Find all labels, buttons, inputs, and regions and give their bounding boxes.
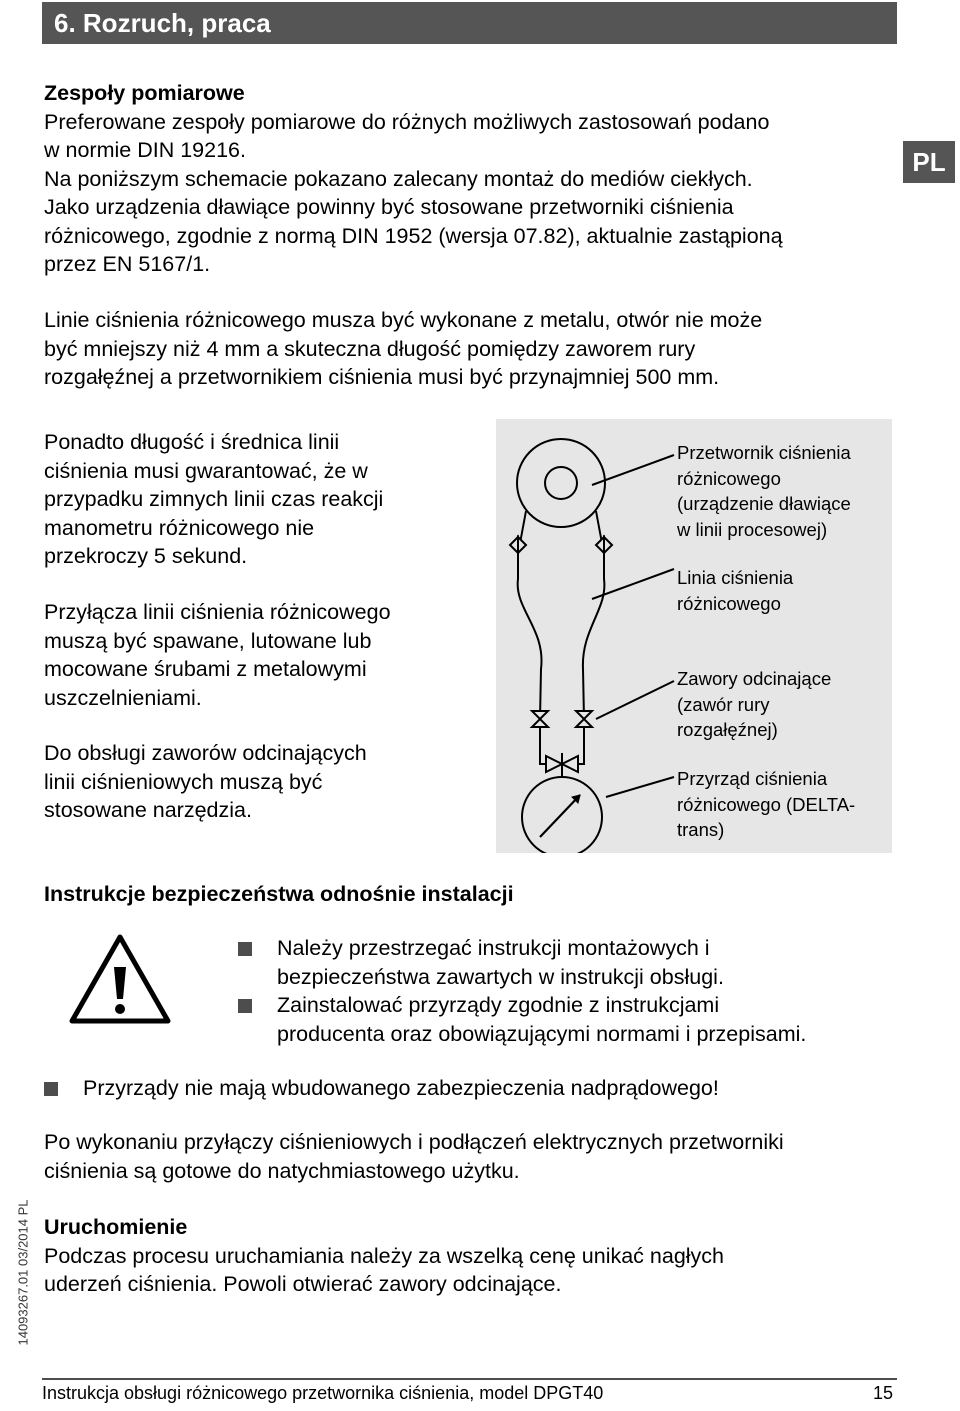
safety-heading: Instrukcje bezpieczeństwa odnośnie instalacji	[44, 882, 514, 906]
text-line: przypadku zimnych linii czas reakcji	[44, 487, 384, 511]
text-line: przez EN 5167/1.	[44, 252, 211, 276]
text-line: Na poniższym schemacie pokazano zalecany montaż do mediów ciekłych.	[44, 166, 753, 191]
safety-item-2	[277, 991, 806, 1048]
diagram-label-valves	[677, 666, 831, 743]
bullet-icon	[238, 999, 252, 1013]
warning-triangle-icon	[68, 933, 172, 1025]
text-line: mocowane śrubami z metalowymi	[44, 657, 367, 681]
left-column-p1	[44, 428, 383, 571]
text-line: Preferowane zespoły pomiarowe do różnych możliwych zastosowań podano	[44, 109, 770, 134]
label-line: (zawór rury	[677, 693, 770, 715]
section-uruchomienie	[44, 1213, 724, 1299]
bullet-icon	[44, 1082, 58, 1096]
language-badge: PL	[903, 141, 955, 183]
text-line: Ponadto długość i średnica linii	[44, 430, 340, 454]
label-line: różnicowego (DELTA-	[677, 793, 856, 815]
paragraph-lines	[44, 306, 762, 392]
text-line: Do obsługi zaworów odcinających	[44, 741, 367, 765]
text-line: Zainstalować przyrządy zgodnie z instrukcjami	[277, 993, 720, 1017]
section-header-bar	[42, 2, 897, 44]
orifice-plate-inner-icon	[545, 467, 577, 499]
text-line: ciśnienia są gotowe do natychmiastowego użytku.	[44, 1158, 520, 1183]
text-line: Jako urządzenia dławiące powinny być stosowane przetworniki ciśnienia	[44, 195, 734, 219]
text-line: bezpieczeństwa zawartych w instrukcji obsługi.	[277, 964, 724, 989]
subheading: Zespoły pomiarowe	[44, 81, 245, 105]
page-number: 15	[872, 1383, 893, 1403]
text-line: różnicowego, zgodnie z normą DIN 1952 (wersja 07.82), aktualnie zastąpioną	[44, 223, 783, 248]
document-code: 14093267.01 03/2014 PL	[15, 1199, 31, 1346]
orifice-plate-outer-icon	[517, 439, 605, 527]
label-line: w linii procesowej)	[677, 518, 828, 540]
text-line: w normie DIN 19216.	[44, 138, 246, 162]
text-line: muszą być spawane, lutowane lub	[44, 628, 372, 653]
ready-paragraph	[44, 1128, 784, 1185]
text-line: stosowane narzędzia.	[44, 798, 252, 822]
left-column-p3	[44, 739, 367, 825]
label-line: różnicowego	[677, 467, 781, 489]
diagram-label-instrument	[677, 766, 855, 843]
text-line: rozgałęźnej a przetwornikiem ciśnienia musi być przynajmniej 500 mm.	[44, 365, 720, 389]
text-line: być mniejszy niż 4 mm a skuteczna długość pomiędzy zaworem rury	[44, 336, 696, 361]
text-line: Podczas procesu uruchamiania należy za wszelką cenę unikać nagłych	[44, 1243, 725, 1268]
bullet-icon	[238, 942, 252, 956]
subheading: Uruchomienie	[44, 1215, 188, 1239]
diagram-label-pressure-line	[677, 565, 793, 616]
text-line: ciśnienia musi gwarantować, że w	[44, 458, 368, 483]
page-footer	[42, 1378, 897, 1410]
label-line: rozgałęźnej)	[677, 719, 778, 740]
text-line: Linie ciśnienia różnicowego musza być wykonane z metalu, otwór nie może	[44, 308, 763, 332]
label-line: różnicowego	[677, 592, 781, 614]
text-line: Przyłącza linii ciśnienia różnicowego	[44, 600, 391, 624]
label-line: Linia ciśnienia	[677, 567, 794, 588]
label-line: (urządzenie dławiące	[677, 493, 851, 514]
label-line: Przyrząd ciśnienia	[677, 768, 828, 789]
text-line: producenta oraz obowiązującymi normami i przepisami.	[277, 1021, 807, 1046]
section-zespoly	[44, 79, 783, 279]
safety-item-1	[277, 934, 724, 991]
text-line: manometru różnicowego nie	[44, 515, 315, 540]
footer-title: Instrukcja obsługi różnicowego przetwornika ciśnienia, model DPGT40	[42, 1383, 604, 1403]
text-line: Po wykonaniu przyłączy ciśnieniowych i podłączeń elektrycznych przetworniki	[44, 1130, 784, 1154]
label-line: trans)	[677, 819, 725, 840]
text-line: linii ciśnieniowych muszą być	[44, 769, 323, 794]
label-line: Zawory odcinające	[677, 668, 832, 689]
text-line: uszczelnieniami.	[44, 685, 202, 710]
overcurrent-note: Przyrządy nie mają wbudowanego zabezpieczenia nadprądowego!	[83, 1076, 719, 1100]
text-line: Należy przestrzegać instrukcji montażowych i	[277, 936, 710, 960]
section-title: 6. Rozruch, praca	[54, 8, 271, 38]
label-line: Przetwornik ciśnienia	[677, 442, 851, 463]
installation-diagram	[496, 419, 892, 853]
text-line: przekroczy 5 sekund.	[44, 544, 248, 568]
text-line: uderzeń ciśnienia. Powoli otwierać zawory odcinające.	[44, 1272, 562, 1296]
diagram-label-transmitter	[677, 440, 851, 542]
left-column-p2	[44, 598, 391, 712]
shutoff-valves	[510, 537, 612, 772]
